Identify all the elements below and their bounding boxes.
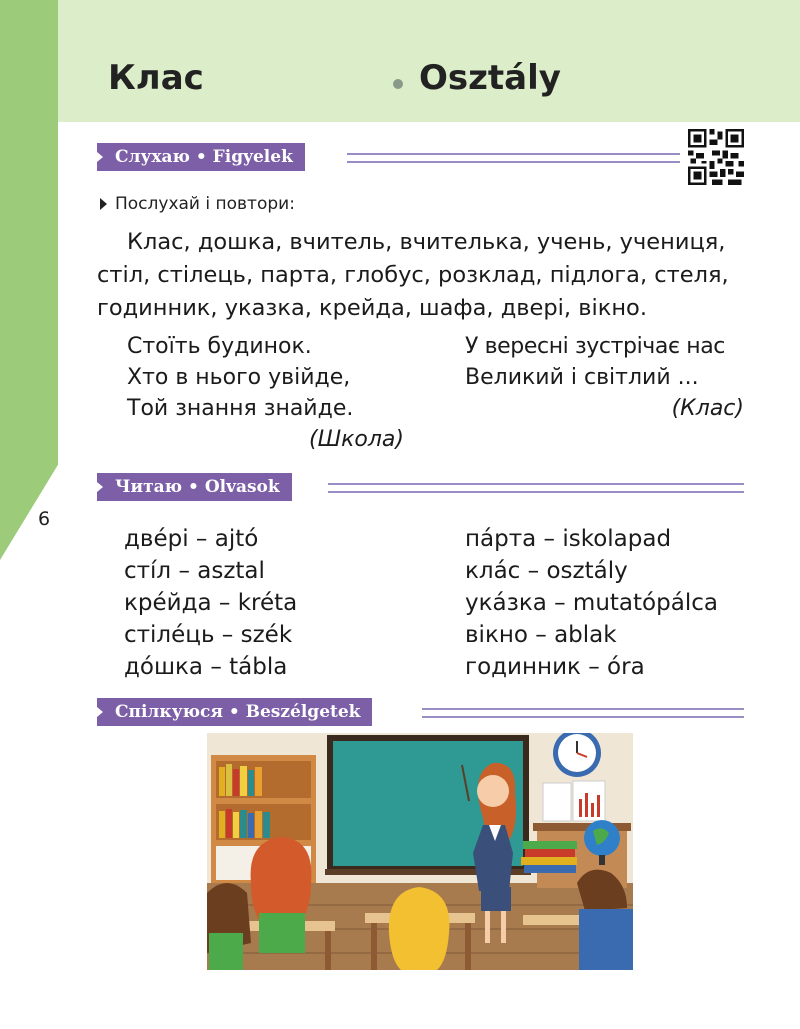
qr-code-icon[interactable] (688, 129, 744, 185)
left-green-band (0, 0, 58, 560)
section-label-listen: Слухаю • Figyelek (97, 143, 305, 171)
page-number: 6 (38, 508, 51, 530)
word-pair: двéрі – ajtó (124, 526, 259, 552)
word-list-right (465, 523, 718, 683)
riddle-right (465, 331, 744, 424)
section-label-talk: Спілкуюся • Beszélgetek (97, 698, 372, 726)
bullet-triangle-icon (100, 198, 107, 210)
section-divider-lines (422, 708, 744, 718)
word-pair: клáс – osztály (465, 558, 628, 584)
title-separator-dot (393, 79, 403, 89)
section-label-read: Читаю • Olvasok (97, 473, 292, 501)
word-pair: стíл – asztal (124, 558, 265, 584)
word-pair: укáзка – mutatópálca (465, 590, 718, 616)
riddle-answer: (Клас) (671, 396, 744, 421)
vocabulary-paragraph (97, 226, 747, 325)
page-title-hungarian: Osztály (419, 58, 561, 98)
page-title-ukrainian: Клас (108, 58, 204, 98)
riddle-left (127, 331, 404, 455)
word-pair: пáрта – iskolapad (465, 526, 672, 552)
section-header-read (97, 473, 744, 501)
word-pair: вікно – ablak (465, 622, 617, 648)
instruction (100, 194, 295, 214)
riddle-line: У вересні зустрічає нас (465, 334, 725, 359)
section-divider-lines (347, 153, 680, 163)
riddle-line: Стоїть будинок. (127, 334, 312, 359)
word-list-left (124, 523, 297, 683)
riddle-line: Хто в нього увійде, (127, 365, 351, 390)
word-pair: стілéць – szék (124, 622, 293, 648)
riddle-answer: (Школа) (309, 427, 404, 452)
classroom-illustration (207, 733, 633, 970)
riddle-line: Той знання знайде. (127, 396, 354, 421)
section-header-talk (97, 698, 744, 726)
instruction-text: Послухай і повтори: (115, 194, 295, 214)
section-divider-lines (328, 483, 744, 493)
riddle-line: Великий і світлий ... (465, 365, 699, 390)
word-pair: крéйда – kréta (124, 590, 298, 616)
vocabulary-text: Клас, дошка, вчитель, вчителька, учень, учениця, стіл, стілець, парта, глобус, розклад, підлога, стеля, годинник, указка, крейда, шафа, двері, вікно. (97, 229, 729, 321)
word-pair: дóшка – tábla (124, 654, 288, 680)
section-header-listen (97, 143, 680, 171)
word-pair: годинник – óra (465, 654, 645, 680)
